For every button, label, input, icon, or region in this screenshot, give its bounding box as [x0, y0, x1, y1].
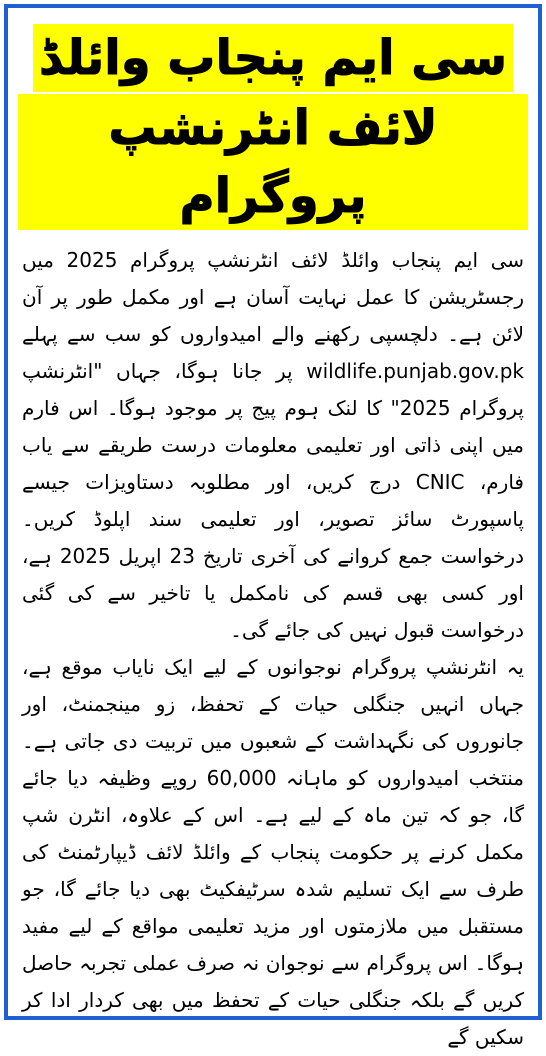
headline-line-2: لائف انٹرنشپ پروگرام: [18, 94, 528, 230]
paragraph-registration: سی ایم پنجاب وائلڈ لائف انٹرنشپ پروگرام 2025 میں رجسٹریشن کا عمل نہایت آسان ہے اور مکمل طور پر آن لائن ہے۔ دلچسپی رکھنے والے امیدواروں کو سب سے پہلے wildlife.punjab.gov.pk پر جانا ہوگا، جہاں "انٹرنشپ پروگرام 2025" کا لنک ہوم پیج پر موجود ہوگا۔ اس فارم میں اپنی ذاتی اور تعلیمی معلومات درست طریقے سے یاب فارم، CNIC درج کریں، اور مطلوبہ دستاویزات جیسے پاسپورٹ سائز تصویر، اور تعلیمی سند اپلوڈ کریں۔ درخواست جمع کروانے کی آخری تاریخ 23 اپریل 2025 ہے، اور کسی بھی قسم کی نامکمل یا تاخیر سے کی گئی درخواست قبول نہیں کی جائے گی۔: [22, 248, 524, 642]
headline: [8, 8, 538, 230]
article-body: [8, 232, 538, 1056]
paragraph-benefits: یہ انٹرنشپ پروگرام نوجوانوں کے لیے ایک نایاب موقع ہے، جہاں انہیں جنگلی حیات کے تحفظ، زو مینجمنٹ، اور جانوروں کی نگہداشت کے شعبوں میں تربیت دی جاتی ہے۔ منتخب امیدواروں کو ماہانہ 60,000 روپے وظیفہ دیا جائے گا، جو کہ تین ماہ کے لیے ہے۔ اس کے علاوہ، انٹرن شپ مکمل کرنے پر حکومت پنجاب کے وائلڈ لائف ڈیپارٹمنٹ کی طرف سے ایک تسلیم شدہ سرٹیفکیٹ بھی دیا جائے گا، جو مستقبل میں ملازمتوں اور مزید تعلیمی مواقع کے لیے مفید ہوگا۔ اس پروگرام سے نوجوان نہ صرف عملی تجربہ حاصل کریں گے بلکہ جنگلی حیات کے تحفظ میں بھی کردار ادا کر سکیں گے: [22, 655, 524, 1049]
headline-line-1: سی ایم پنجاب وائلڈ: [33, 24, 513, 92]
article-frame: [4, 4, 542, 1049]
